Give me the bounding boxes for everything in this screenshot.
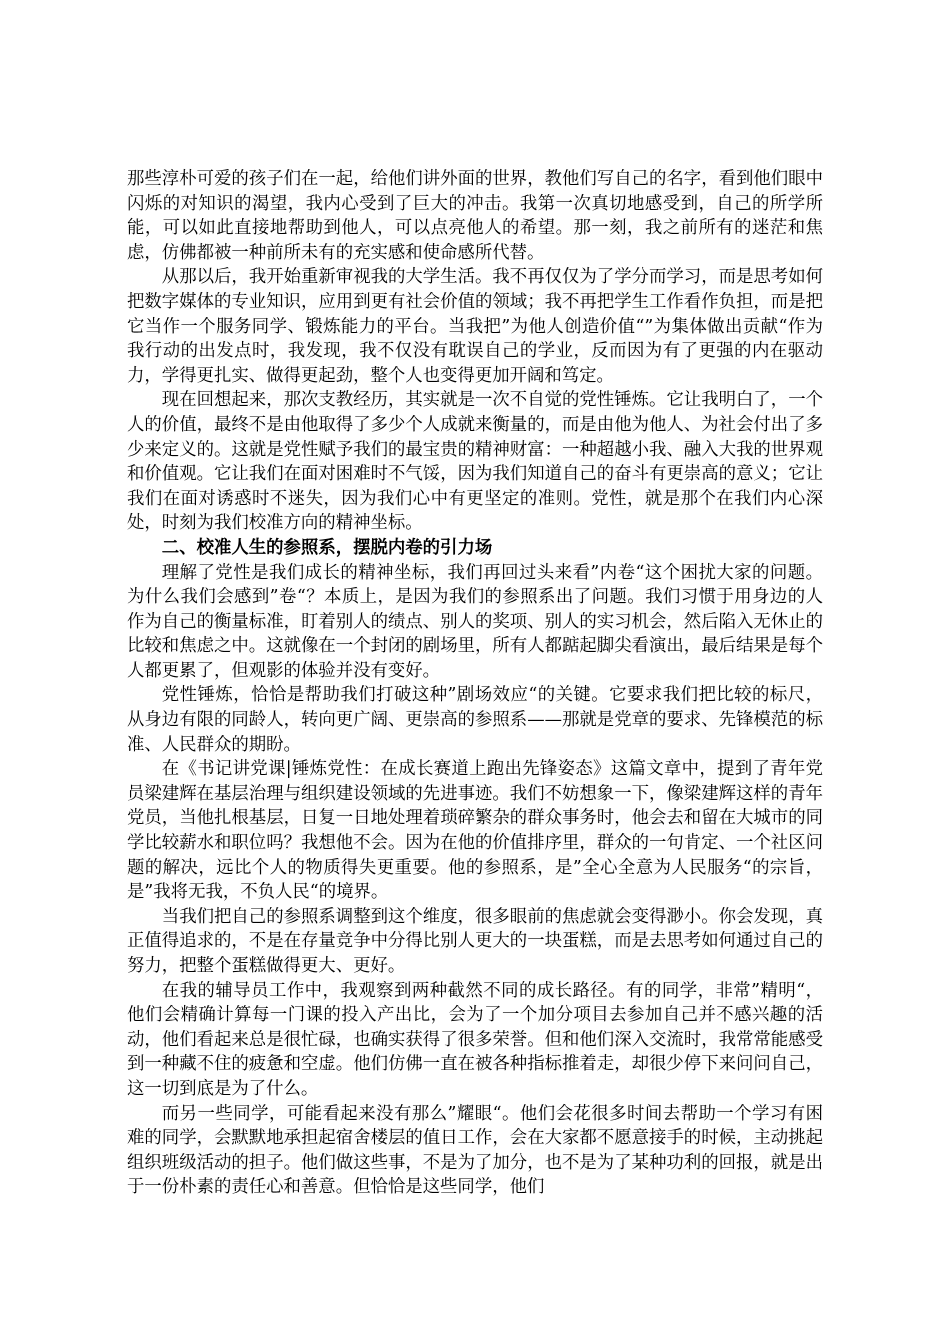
paragraph-3: 现在回想起来，那次支教经历，其实就是一次不自觉的党性锤炼。它让我明白了，一个人的价值，最终不是由他取得了多少个人成就来衡量的，而是由他为他人、为社会付出了多少来定义的。这就是党性赋予我们的最宝贵的精神财富：一种超越小我、融入大我的世界观和价值观。它让我们在面对困难时不气馁，因为我们知道自己的奋斗有更崇高的意义；它让我们在面对诱惑时不迷失，因为我们心中有更坚定的准则。党性，就是那个在我们内心深处，时刻为我们校准方向的精神坐标。 (127, 390, 823, 534)
paragraph-6: 在《书记讲党课|锤炼党性：在成长赛道上跑出先锋姿态》这篇文章中，提到了青年党员梁建辉在基层治理与组织建设领域的先进事迹。我们不妨想象一下，像梁建辉这样的青年党员，当他扎根基层，日复一日地处理着琐碎繁杂的群众事务时，他会去和留在大城市的同学比较薪水和职位吗？我想他不会。因为在他的价值排序里，群众的一句肯定、一个社区问题的解决，远比个人的物质得失更重要。他的参照系，是”全心全意为人民服务“的宗旨，是”我将无我，不负人民“的境界。 (127, 759, 823, 903)
paragraph-8: 在我的辅导员工作中，我观察到两种截然不同的成长路径。有的同学，非常”精明“，他们会精确计算每一门课的投入产出比，会为了一个加分项目去参加自己并不感兴趣的活动，他们看起来总是很忙碌，也确实获得了很多荣誉。但和他们深入交流时，我常常能感受到一种藏不住的疲惫和空虚。他们仿佛一直在被各种指标推着走，却很少停下来问问自己，这一切到底是为了什么。 (127, 980, 823, 1099)
paragraph-2: 从那以后，我开始重新审视我的大学生活。我不再仅仅为了学分而学习，而是思考如何把数字媒体的专业知识，应用到更有社会价值的领域；我不再把学生工作看作负担，而是把它当作一个服务同学、锻炼能力的平台。当我把”为他人创造价值“”为集体做出贡献“作为我行动的出发点时，我发现，我不仅没有耽误自己的学业，反而因为有了更强的内在驱动力，学得更扎实、做得更起劲，整个人也变得更加开阔和笃定。 (127, 267, 823, 386)
paragraph-4: 理解了党性是我们成长的精神坐标，我们再回过头来看”内卷“这个困扰大家的问题。为什么我们会感到”卷“？本质上，是因为我们的参照系出了问题。我们习惯于用身边的人作为自己的衡量标准，盯着别人的绩点、别人的奖项、别人的实习机会，然后陷入无休止的比较和焦虑之中。这就像在一个封闭的剧场里，所有人都踮起脚尖看演出，最后结果是每个人都更累了，但观影的体验并没有变好。 (127, 562, 823, 681)
paragraph-5: 党性锤炼，恰恰是帮助我们打破这种”剧场效应“的关键。它要求我们把比较的标尺，从身边有限的同龄人，转向更广阔、更崇高的参照系——那就是党章的要求、先锋模范的标准、人民群众的期盼。 (127, 685, 823, 755)
paragraph-7: 当我们把自己的参照系调整到这个维度，很多眼前的焦虑就会变得渺小。你会发现，真正值得追求的，不是在存量竞争中分得比别人更大的一块蛋糕，而是去思考如何通过自己的努力，把整个蛋糕做得更大、更好。 (127, 906, 823, 976)
document-body (127, 167, 823, 1200)
section-heading: 二、校准人生的参照系，摆脱内卷的引力场 (161, 537, 493, 558)
paragraph-9: 而另一些同学，可能看起来没有那么”耀眼“。他们会花很多时间去帮助一个学习有困难的同学，会默默地承担起宿舍楼层的值日工作，会在大家都不愿意接手的时候，主动挑起组织班级活动的担子。他们做这些事，不是为了加分，也不是为了某种功利的回报，就是出于一份朴素的责任心和善意。但恰恰是这些同学，他们 (127, 1103, 823, 1198)
paragraph-1: 那些淳朴可爱的孩子们在一起，给他们讲外面的世界，教他们写自己的名字，看到他们眼中闪烁的对知识的渴望，我内心受到了巨大的冲击。我第一次真切地感受到，自己的所学所能，可以如此直接地帮助到他人，可以点亮他人的希望。那一刻，我之前所有的迷茫和焦虑，仿佛都被一种前所未有的充实感和使命感所代替。 (127, 169, 823, 263)
